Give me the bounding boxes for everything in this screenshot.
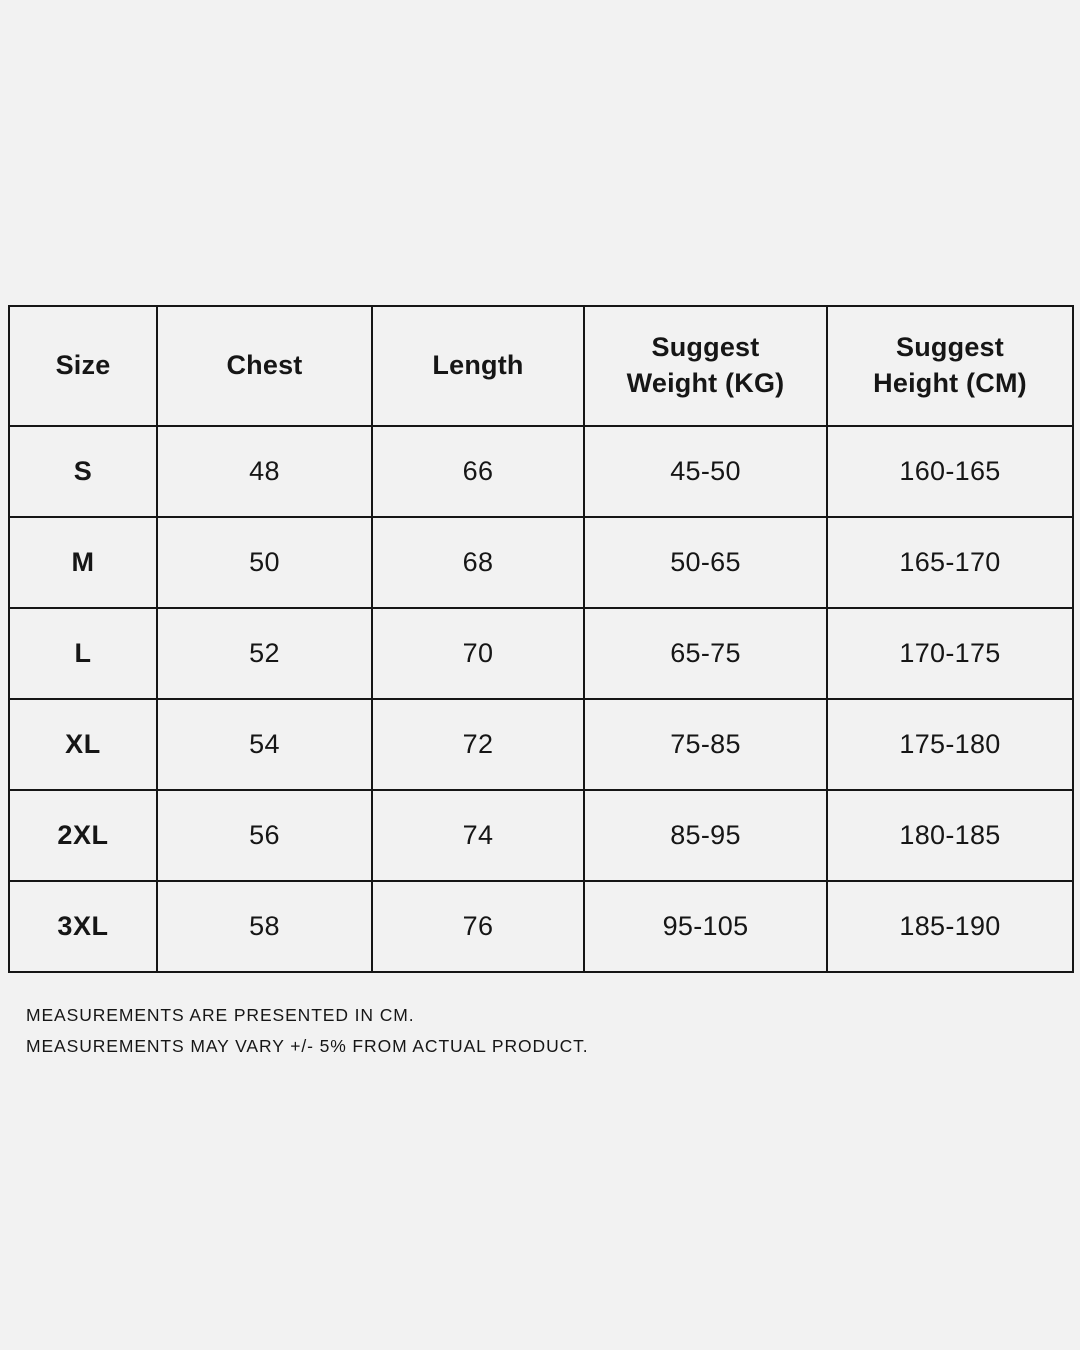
measurement-notes: [26, 1000, 589, 1061]
column-header-suggest-weight-line1: Suggest: [651, 332, 760, 363]
table-row: [9, 608, 1073, 699]
column-header-suggest-height: [827, 306, 1073, 426]
note-line-2: MEASUREMENTS MAY VARY +/- 5% FROM ACTUAL PRODUCT.: [26, 1035, 589, 1056]
cell-size: XL: [9, 699, 157, 790]
cell-weight: 45-50: [584, 426, 827, 517]
table-row: [9, 699, 1073, 790]
table-row: [9, 517, 1073, 608]
column-header-chest: Chest: [157, 306, 372, 426]
cell-size: 3XL: [9, 881, 157, 972]
column-header-suggest-weight: [584, 306, 827, 426]
cell-length: 76: [372, 881, 584, 972]
column-header-suggest-height-line1: Suggest: [896, 332, 1004, 363]
cell-chest: 56: [157, 790, 372, 881]
table-body: [9, 426, 1073, 972]
cell-length: 72: [372, 699, 584, 790]
cell-weight: 85-95: [584, 790, 827, 881]
cell-weight: 95-105: [584, 881, 827, 972]
cell-chest: 48: [157, 426, 372, 517]
table-row: [9, 881, 1073, 972]
cell-weight: 75-85: [584, 699, 827, 790]
cell-height: 170-175: [827, 608, 1073, 699]
cell-height: 185-190: [827, 881, 1073, 972]
table-header-row: [9, 306, 1073, 426]
cell-length: 68: [372, 517, 584, 608]
cell-size: L: [9, 608, 157, 699]
column-header-suggest-weight-line2: Weight (KG): [626, 368, 785, 398]
cell-length: 74: [372, 790, 584, 881]
cell-size: S: [9, 426, 157, 517]
size-chart-table-container: [8, 305, 1072, 973]
cell-weight: 65-75: [584, 608, 827, 699]
column-header-suggest-height-line2: Height (CM): [873, 368, 1027, 398]
cell-height: 160-165: [827, 426, 1073, 517]
note-line-1: MEASUREMENTS ARE PRESENTED IN CM.: [26, 1005, 415, 1025]
cell-size: 2XL: [9, 790, 157, 881]
cell-chest: 54: [157, 699, 372, 790]
cell-height: 165-170: [827, 517, 1073, 608]
cell-size: M: [9, 517, 157, 608]
cell-weight: 50-65: [584, 517, 827, 608]
cell-chest: 58: [157, 881, 372, 972]
size-chart-table: [8, 305, 1074, 973]
cell-length: 66: [372, 426, 584, 517]
cell-length: 70: [372, 608, 584, 699]
table-row: [9, 426, 1073, 517]
cell-chest: 52: [157, 608, 372, 699]
column-header-length: Length: [372, 306, 584, 426]
cell-chest: 50: [157, 517, 372, 608]
table-row: [9, 790, 1073, 881]
table-header: [9, 306, 1073, 426]
cell-height: 180-185: [827, 790, 1073, 881]
column-header-size: Size: [9, 306, 157, 426]
cell-height: 175-180: [827, 699, 1073, 790]
